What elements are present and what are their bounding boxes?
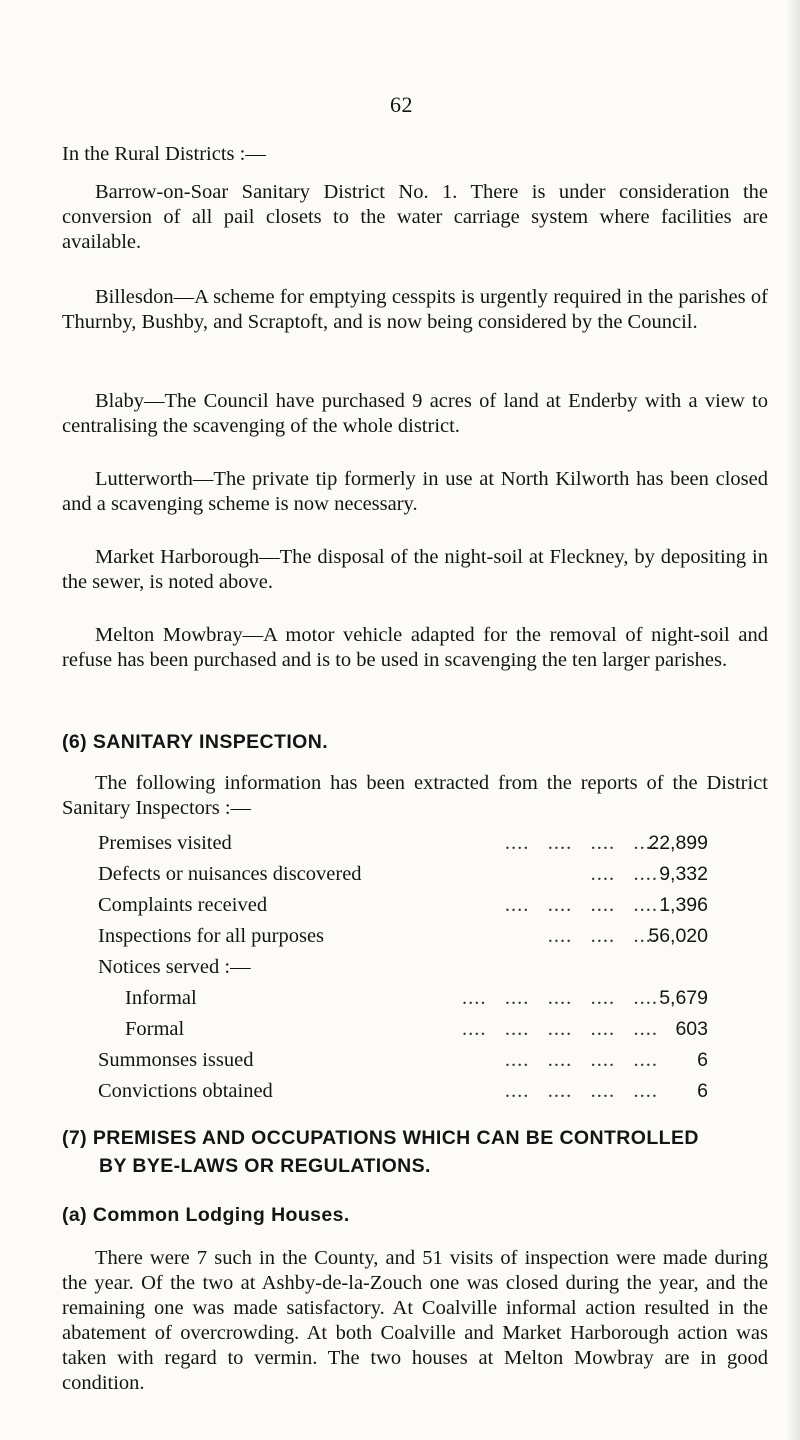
leader-dots: .... .... .... .... ....	[462, 987, 658, 1009]
leader-dots: .... .... .... ....	[504, 832, 658, 854]
leader-dots: .... ....	[590, 863, 658, 885]
stat-row	[98, 952, 718, 982]
leader-dots: .... .... ....	[547, 925, 658, 947]
paragraph-melton-mowbray: Melton Mowbray—A motor vehicle adapted for the removal of night-soil and refuse has been purchased and is to be used in scavenging the ten larger parishes.	[62, 624, 768, 671]
stat-label: Convictions obtained	[98, 1080, 273, 1102]
stat-row	[98, 1014, 718, 1044]
section-7-heading-line-1: (7) PREMISES AND OCCUPATIONS WHICH CAN BE CONTROLLED	[62, 1127, 699, 1149]
stat-label: Summonses issued	[98, 1049, 254, 1071]
stat-label: Complaints received	[98, 894, 268, 916]
stat-label: Defects or nuisances discovered	[98, 863, 362, 885]
section-6-intro: The following information has been extracted from the reports of the District Sanitary Inspectors :—	[62, 772, 768, 819]
paragraph-lutterworth: Lutterworth—The private tip formerly in use at North Kilworth has been closed and a scavenging scheme is now necessary.	[62, 468, 768, 515]
stat-label: Inspections for all purposes	[98, 925, 325, 947]
stat-value: 56,020	[648, 925, 708, 947]
stat-row	[98, 890, 718, 920]
paragraph-market-harborough: Market Harborough—The disposal of the night-soil at Fleckney, by depositing in the sewer, is noted above.	[62, 546, 768, 593]
stat-value: 9,332	[659, 863, 708, 885]
stat-row	[98, 983, 718, 1013]
stat-row	[98, 921, 718, 951]
section-7a-heading: (a) Common Lodging Houses.	[62, 1204, 350, 1226]
rural-districts-heading: In the Rural Districts :—	[62, 143, 266, 165]
paragraph-common-lodging-houses: There were 7 such in the County, and 51 visits of inspection were made during the year. Of the two at Ashby-de-la-Zouch one was closed during the year, and the remaining one was made satisfactory. At Coalville informal action resulted in the abatement of overcrowding. At both Coalville and Market Harborough action was taken with regard to vermin. The two houses at Melton Mowbray are in good condition.	[62, 1247, 768, 1394]
leader-dots: .... .... .... ....	[504, 1080, 658, 1102]
leader-dots: .... .... .... .... ....	[462, 1018, 658, 1040]
stat-row	[98, 1045, 718, 1075]
stat-value: 603	[675, 1018, 708, 1040]
section-6-heading: (6) SANITARY INSPECTION.	[62, 731, 329, 753]
paragraph-barrow-on-soar: Barrow-on-Soar Sanitary District No. 1. There is under consideration the conversion of all pail closets to the water carriage system where facilities are available.	[62, 181, 768, 253]
stat-row	[98, 828, 718, 858]
section-7-heading-line-2: BY BYE-LAWS OR REGULATIONS.	[99, 1155, 431, 1177]
stat-value: 6	[697, 1049, 708, 1071]
page-edge-shadow	[786, 0, 800, 1440]
paragraph-billesdon: Billesdon—A scheme for emptying cesspits is urgently required in the parishes of Thurnby, Bushby, and Scraptoft, and is now being considered by the Council.	[62, 286, 768, 333]
stat-value: 6	[697, 1080, 708, 1102]
leader-dots: .... .... .... ....	[504, 1049, 658, 1071]
stat-label: Formal	[125, 1018, 185, 1040]
stat-value: 1,396	[659, 894, 708, 916]
stat-label: Notices served :—	[98, 956, 251, 978]
paragraph-blaby: Blaby—The Council have purchased 9 acres of land at Enderby with a view to centralising the scavenging of the whole district.	[62, 390, 768, 437]
stat-label: Informal	[125, 987, 197, 1009]
leader-dots: .... .... .... ....	[504, 894, 658, 916]
stat-row	[98, 859, 718, 889]
stat-value: 22,899	[648, 832, 708, 854]
page-number: 62	[390, 92, 413, 117]
stat-row	[98, 1076, 718, 1106]
stat-label: Premises visited	[98, 832, 232, 854]
stat-value: 5,679	[659, 987, 708, 1009]
